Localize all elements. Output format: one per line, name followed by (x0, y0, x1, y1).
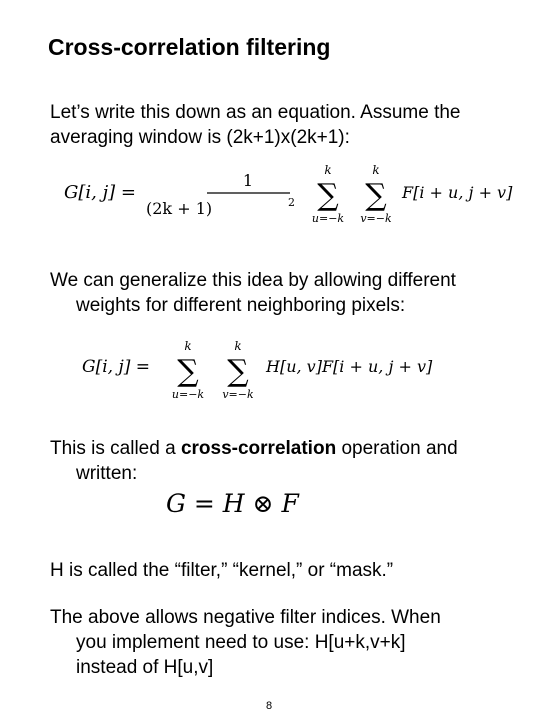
negative-indices-line-1: The above allows negative filter indices. When (50, 607, 441, 628)
eq1-sum-u-bottom: u=−k (311, 212, 345, 225)
eq1-lhs: G[i, j] = (64, 182, 137, 203)
eq2-body: H[u, v]F[i + u, j + v] (266, 357, 433, 376)
filter-names-line: H is called the “filter,” “kernel,” or “mask.” (50, 560, 394, 581)
eq2-sum-v-symbol: ∑ (227, 354, 249, 389)
cross-correlation-paragraph (50, 436, 458, 486)
weighted-equation (78, 336, 498, 411)
eq2-sum-v-top: k (234, 339, 242, 353)
eq1-sum-v-top: k (372, 163, 380, 177)
intro-line-2: averaging window is (2k+1)x(2k+1): (50, 127, 350, 148)
averaging-equation (62, 160, 513, 235)
cross-correlation-prefix: This is called a (50, 438, 181, 459)
eq2-sum-v-bottom: v=−k (222, 388, 254, 401)
eq1-denominator: (2k + 1) (146, 199, 213, 218)
eq2-lhs: G[i, j] = (82, 357, 151, 377)
generalize-line-2: weights for different neighboring pixels: (76, 295, 406, 316)
eq1-numerator: 1 (242, 171, 254, 190)
cross-correlation-line-1 (50, 436, 458, 461)
eq2-sum-u-bottom: u=−k (171, 388, 205, 401)
intro-paragraph (50, 100, 461, 150)
generalize-line-1: We can generalize this idea by allowing different (50, 270, 456, 291)
generalize-paragraph (50, 268, 456, 318)
negative-indices-paragraph (50, 605, 441, 680)
cross-correlation-line-2: written: (76, 463, 138, 484)
eq2-sum-u-symbol: ∑ (177, 354, 199, 389)
eq1-sum-u-top: k (324, 163, 332, 177)
negative-indices-line-2: you implement need to use: H[u+k,v+k] (76, 632, 406, 653)
eq1-sum-v-bottom: v=−k (360, 212, 392, 225)
negative-indices-line-3: instead of H[u,v] (76, 657, 214, 678)
page-number: 8 (266, 700, 273, 712)
filter-names-paragraph (50, 558, 393, 583)
eq3-expression: G = H ⊗ F (166, 489, 299, 518)
operator-equation (164, 484, 364, 529)
eq2-sum-u-top: k (184, 339, 192, 353)
eq1-sum-v-symbol: ∑ (365, 178, 387, 213)
intro-line-1: Let’s write this down as an equation. Assume the (50, 102, 461, 123)
eq1-body: F[i + u, j + v] (402, 183, 513, 202)
eq1-denominator-exponent: 2 (288, 196, 295, 209)
slide-title: Cross-correlation filtering (48, 34, 331, 60)
eq1-sum-u-symbol: ∑ (317, 178, 339, 213)
cross-correlation-term: cross-correlation (180, 438, 337, 459)
cross-correlation-suffix: operation and (336, 438, 458, 459)
